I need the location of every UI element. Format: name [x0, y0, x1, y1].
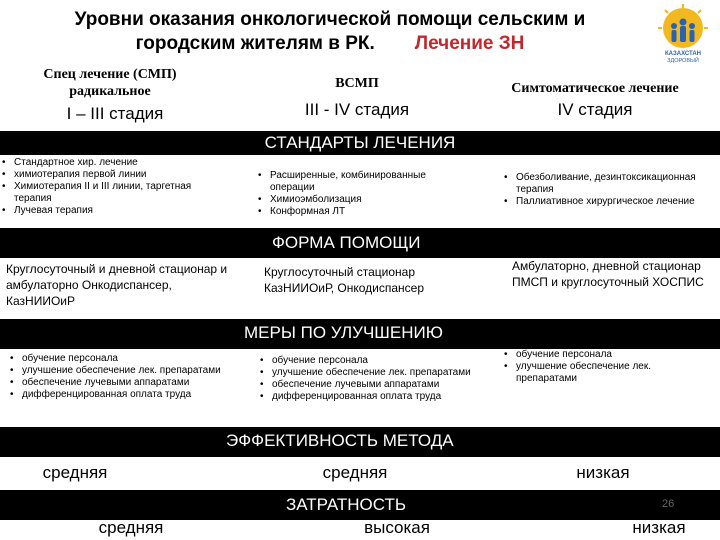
standards-list-3 [502, 172, 712, 227]
logo-graphic [652, 4, 714, 66]
logo-caption-1: КАЗАХСТАН [665, 51, 701, 57]
standards-list-1 [0, 157, 230, 227]
column-stage-1: I – III стадия [66, 104, 164, 123]
band-standards [0, 131, 720, 155]
sun-people-logo [652, 4, 714, 66]
form-text-2: Круглосуточный стационар КазНИИОиР, Онкодиспансер [264, 265, 424, 295]
band-cost [0, 490, 720, 520]
band-cost-label: ЗАТРАТНОСТЬ [286, 495, 407, 514]
efficiency-value-1: средняя [42, 463, 108, 482]
column-head-2: ВСМП [335, 76, 379, 91]
column-head-3: Симтоматическое лечение [511, 81, 679, 96]
band-standards-label: СТАНДАРТЫ ЛЕЧЕНИЯ [264, 133, 456, 152]
column-stage-2: III - IV стадия [304, 100, 410, 119]
list-item: • обучение персонала [502, 349, 712, 361]
list-item: • дифференцированная оплата труда [258, 391, 478, 403]
list-item: • улучшение обеспечение лек. препаратами [502, 361, 712, 385]
cost-value-2: высокая [364, 518, 430, 537]
form-text-3: Амбулаторно, дневной стационар ПМСП и круглосуточный ХОСПИС [512, 259, 704, 289]
list-item: • Расширенные, комбинированные операции [256, 170, 471, 194]
efficiency-value-2: средняя [322, 463, 388, 482]
form-text-1: Круглосуточный и дневной стационар и амбулаторно Онкодиспансер, КазНИИОиР [6, 262, 228, 308]
list-item: • Химиотерапия II и III линии, таргетная терапия [0, 181, 230, 205]
page-number: 26 [662, 498, 675, 510]
title-line-2 [30, 32, 630, 56]
list-item: • химиотерапия первой линии [0, 169, 230, 181]
measures-list-1 [8, 353, 238, 425]
list-item: • дифференцированная оплата труда [8, 389, 238, 401]
logo-caption-2: ЗДОРОВЫЙ [667, 58, 699, 64]
list-item: • улучшение обеспечение лек. препаратами [258, 367, 478, 379]
list-item: • Паллиативное хирургическое лечение [502, 196, 712, 208]
column-head-1: Спец лечение (СМП) радикальное [43, 67, 177, 99]
list-item: • улучшение обеспечение лек. препаратами [8, 365, 238, 377]
list-item: • Лучевая терапия [0, 205, 230, 217]
measures-list-3 [502, 349, 712, 389]
list-item: • Обезболивание, дезинтоксикационная терапия [502, 172, 712, 196]
list-item: • обучение персонала [8, 353, 238, 365]
list-item: • обеспечение лучевыми аппаратами [258, 379, 478, 391]
list-item: • обеспечение лучевыми аппаратами [8, 377, 238, 389]
list-item: • Конформная ЛТ [256, 206, 471, 218]
standards-list-2 [256, 170, 471, 227]
list-item: • обучение персонала [258, 355, 478, 367]
band-form-label: ФОРМА ПОМОЩИ [272, 233, 421, 252]
slide-title [30, 8, 630, 56]
column-stage-3: IV стадия [557, 100, 633, 119]
cost-value-1: средняя [98, 518, 164, 537]
band-measures-label: МЕРЫ ПО УЛУЧШЕНИЮ [244, 323, 443, 342]
band-form [0, 228, 720, 258]
list-item: • Химиоэмболизация [256, 194, 471, 206]
title-line-1: Уровни оказания онкологической помощи сельским и [74, 9, 586, 30]
band-measures [0, 319, 720, 349]
title-line-2-text: городским жителям в РК. [135, 33, 375, 54]
list-item: • Стандартное хир. лечение [0, 157, 230, 169]
band-efficiency [0, 427, 720, 457]
cost-value-3: низкая [632, 518, 686, 537]
measures-list-2 [258, 355, 478, 425]
efficiency-value-3: низкая [576, 463, 630, 482]
title-tag: Лечение ЗН [414, 33, 525, 54]
band-efficiency-label: ЭФФЕКТИВНОСТЬ МЕТОДА [226, 431, 454, 450]
